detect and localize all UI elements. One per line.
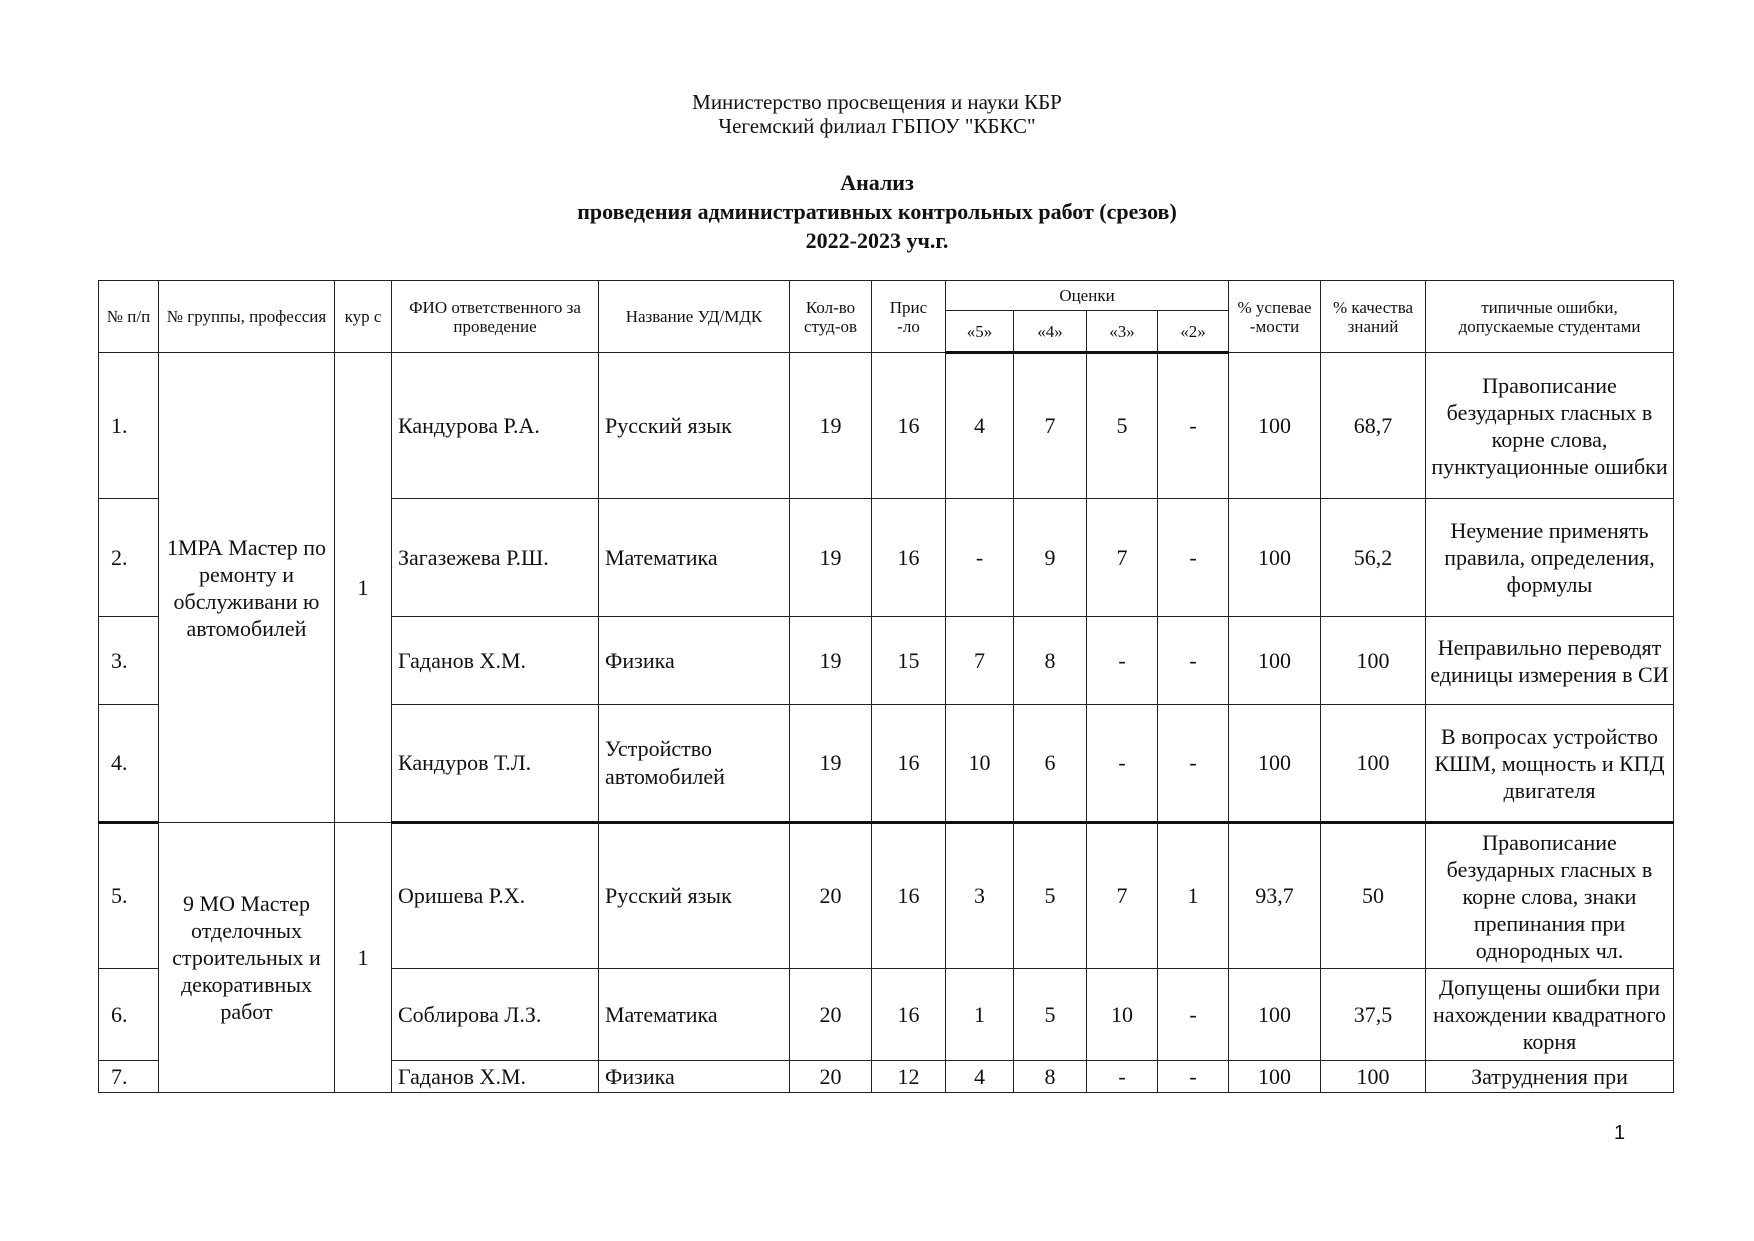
typical-errors: Неправильно переводят единицы измерения в СИ bbox=[1426, 617, 1674, 705]
success-percent: 100 bbox=[1229, 499, 1321, 617]
grade-2-count: - bbox=[1158, 1061, 1229, 1093]
present-count: 16 bbox=[872, 499, 946, 617]
students-count: 19 bbox=[790, 705, 872, 823]
grade-4-count: 9 bbox=[1014, 499, 1087, 617]
quality-percent: 56,2 bbox=[1321, 499, 1426, 617]
grade-5-count: 4 bbox=[946, 1061, 1014, 1093]
teacher-name: Кандурова Р.А. bbox=[392, 353, 599, 499]
header-num: № п/п bbox=[99, 281, 159, 353]
header-course: кур с bbox=[335, 281, 392, 353]
table-row bbox=[99, 823, 1674, 969]
success-percent: 100 bbox=[1229, 969, 1321, 1061]
grade-5-count: 3 bbox=[946, 823, 1014, 969]
grade-2-count: - bbox=[1158, 705, 1229, 823]
present-count: 16 bbox=[872, 353, 946, 499]
present-count: 16 bbox=[872, 705, 946, 823]
typical-errors: Правописание безударных гласных в корне слова, знаки препинания при однородных чл. bbox=[1426, 823, 1674, 969]
group-course: 1 bbox=[335, 353, 392, 823]
document-header bbox=[0, 90, 1754, 138]
branch-name: Чегемский филиал ГБПОУ "КБКС" bbox=[718, 114, 1036, 138]
grade-4-count: 8 bbox=[1014, 617, 1087, 705]
row-num: 4. bbox=[99, 705, 159, 823]
header-grade-4: «4» bbox=[1014, 311, 1087, 353]
page-number: 1 bbox=[1614, 1122, 1626, 1144]
grade-3-count: - bbox=[1087, 1061, 1158, 1093]
subject-name: Физика bbox=[599, 617, 790, 705]
header-grades: Оценки bbox=[946, 281, 1229, 311]
group-course: 1 bbox=[335, 823, 392, 1093]
grade-5-count: 4 bbox=[946, 353, 1014, 499]
teacher-name: Соблирова Л.З. bbox=[392, 969, 599, 1061]
title-line-2: проведения административных контрольных работ (срезов) bbox=[577, 199, 1177, 224]
typical-errors: Правописание безударных гласных в корне слова, пунктуационные ошибки bbox=[1426, 353, 1674, 499]
grade-3-count: 7 bbox=[1087, 499, 1158, 617]
quality-percent: 100 bbox=[1321, 1061, 1426, 1093]
grade-2-count: - bbox=[1158, 353, 1229, 499]
row-num: 5. bbox=[99, 823, 159, 969]
success-percent: 100 bbox=[1229, 617, 1321, 705]
subject-name: Устройство автомобилей bbox=[599, 705, 790, 823]
ministry-name: Министерство просвещения и науки КБР bbox=[692, 90, 1062, 114]
subject-name: Математика bbox=[599, 499, 790, 617]
subject-name: Физика bbox=[599, 1061, 790, 1093]
grade-3-count: 7 bbox=[1087, 823, 1158, 969]
quality-percent: 68,7 bbox=[1321, 353, 1426, 499]
students-count: 19 bbox=[790, 353, 872, 499]
grade-5-count: 10 bbox=[946, 705, 1014, 823]
quality-percent: 100 bbox=[1321, 705, 1426, 823]
success-percent: 100 bbox=[1229, 353, 1321, 499]
grade-2-count: - bbox=[1158, 617, 1229, 705]
success-percent: 100 bbox=[1229, 705, 1321, 823]
header-grade-2: «2» bbox=[1158, 311, 1229, 353]
header-errors: типичные ошибки, допускаемые студентами bbox=[1426, 281, 1674, 353]
document-title bbox=[0, 168, 1754, 255]
row-num: 6. bbox=[99, 969, 159, 1061]
typical-errors: Допущены ошибки при нахождении квадратного корня bbox=[1426, 969, 1674, 1061]
teacher-name: Гаданов Х.М. bbox=[392, 1061, 599, 1093]
typical-errors: В вопросах устройство КШМ, мощность и КПД двигателя bbox=[1426, 705, 1674, 823]
students-count: 20 bbox=[790, 1061, 872, 1093]
grade-4-count: 5 bbox=[1014, 823, 1087, 969]
row-num: 3. bbox=[99, 617, 159, 705]
grade-2-count: 1 bbox=[1158, 823, 1229, 969]
grade-2-count: - bbox=[1158, 969, 1229, 1061]
typical-errors: Неумение применять правила, определения, формулы bbox=[1426, 499, 1674, 617]
teacher-name: Кандуров Т.Л. bbox=[392, 705, 599, 823]
grade-5-count: 7 bbox=[946, 617, 1014, 705]
row-num: 7. bbox=[99, 1061, 159, 1093]
table-row bbox=[99, 353, 1674, 499]
teacher-name: Оришева Р.Х. bbox=[392, 823, 599, 969]
students-count: 20 bbox=[790, 969, 872, 1061]
quality-percent: 50 bbox=[1321, 823, 1426, 969]
success-percent: 100 bbox=[1229, 1061, 1321, 1093]
group-name: 1МРА Мастер по ремонту и обслуживани ю автомобилей bbox=[159, 353, 335, 823]
header-students: Кол-во студ-ов bbox=[790, 281, 872, 353]
students-count: 20 bbox=[790, 823, 872, 969]
header-quality: % качества знаний bbox=[1321, 281, 1426, 353]
grade-3-count: - bbox=[1087, 705, 1158, 823]
grade-4-count: 8 bbox=[1014, 1061, 1087, 1093]
present-count: 16 bbox=[872, 969, 946, 1061]
grade-2-count: - bbox=[1158, 499, 1229, 617]
success-percent: 93,7 bbox=[1229, 823, 1321, 969]
results-table bbox=[98, 280, 1674, 1093]
subject-name: Русский язык bbox=[599, 823, 790, 969]
header-grade-5: «5» bbox=[946, 311, 1014, 353]
grade-3-count: - bbox=[1087, 617, 1158, 705]
header-success: % успевае -мости bbox=[1229, 281, 1321, 353]
students-count: 19 bbox=[790, 617, 872, 705]
title-line-3: 2022-2023 уч.г. bbox=[805, 228, 949, 253]
header-grade-3: «3» bbox=[1087, 311, 1158, 353]
grade-4-count: 7 bbox=[1014, 353, 1087, 499]
header-row bbox=[99, 281, 1674, 311]
subject-name: Русский язык bbox=[599, 353, 790, 499]
grade-4-count: 6 bbox=[1014, 705, 1087, 823]
grade-3-count: 5 bbox=[1087, 353, 1158, 499]
title-line-1: Анализ bbox=[840, 170, 914, 195]
present-count: 16 bbox=[872, 823, 946, 969]
grade-3-count: 10 bbox=[1087, 969, 1158, 1061]
teacher-name: Гаданов Х.М. bbox=[392, 617, 599, 705]
quality-percent: 37,5 bbox=[1321, 969, 1426, 1061]
grade-5-count: 1 bbox=[946, 969, 1014, 1061]
row-num: 1. bbox=[99, 353, 159, 499]
group-name: 9 МО Мастер отделочных строительных и декоративных работ bbox=[159, 823, 335, 1093]
quality-percent: 100 bbox=[1321, 617, 1426, 705]
typical-errors: Затруднения при bbox=[1426, 1061, 1674, 1093]
grade-5-count: - bbox=[946, 499, 1014, 617]
row-num: 2. bbox=[99, 499, 159, 617]
subject-name: Математика bbox=[599, 969, 790, 1061]
header-group: № группы, профессия bbox=[159, 281, 335, 353]
present-count: 12 bbox=[872, 1061, 946, 1093]
grade-4-count: 5 bbox=[1014, 969, 1087, 1061]
present-count: 15 bbox=[872, 617, 946, 705]
students-count: 19 bbox=[790, 499, 872, 617]
header-present: Прис -ло bbox=[872, 281, 946, 353]
header-teacher: ФИО ответственного за проведение bbox=[392, 281, 599, 353]
header-subject: Название УД/МДК bbox=[599, 281, 790, 353]
teacher-name: Загазежева Р.Ш. bbox=[392, 499, 599, 617]
